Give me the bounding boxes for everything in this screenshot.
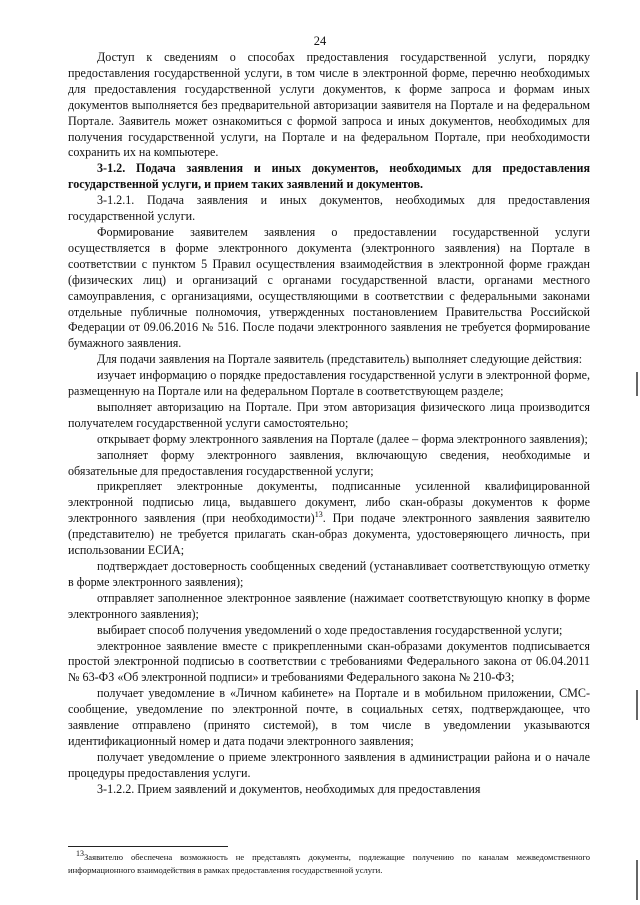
footnote-mark: 13 (76, 849, 84, 859)
paragraph: изучает информацию о порядке предоставления государственной услуги в электронной форме, размещенную на Портале или на федеральном Портале в соответствующем разделе; (68, 368, 590, 399)
footnote-text: Заявителю обеспечена возможность не представлять документы, подлежащие получению по каналам межведомственного информационного взаимодействия в рамках предоставления государственной услуги. (68, 852, 590, 875)
scan-edge-mark (636, 372, 638, 396)
paragraph: электронное заявление вместе с прикрепленными скан-образами документов подписывается простой электронной подписью в соответствии с требованиями Федерального закона от 06.04.2011 № 63-ФЗ «Об электронной подписи» и требованиями Федерального закона № 210-ФЗ; (68, 638, 590, 685)
paragraph: 3-1.2.2. Прием заявлений и документов, необходимых для предоставления (97, 781, 481, 796)
footnote-reference: 13 (314, 510, 323, 520)
paragraph: заполняет форму электронного заявления, включающую сведения, необходимые и обязательные для предоставления государственной услуги; (68, 447, 590, 478)
paragraph: Доступ к сведениям о способах предоставления государственной услуги, порядку предоставления государственной услуги, в том числе в электронной форме, перечню необходимых для предоставления государственной услуги документов, к форме запроса и формам иных документов выполняется без предварительной авторизации заявителя на Портале и на федеральном Портале. Заявитель может ознакомиться с формой запроса и иных документов, необходимых для получения государственной услуги, на Портале и на федеральном Портале, при необходимости сохранить их на компьютере. (68, 50, 590, 160)
paragraph-text: прикрепляет электронные документы, подписанные усиленной квалифицированной электронной подписью лица, выдавшего документ, либо скан-образы документов к форме электронного заявления (при необходимости) (68, 479, 590, 526)
paragraph: выбирает способ получения уведомлений о ходе предоставления государственной услуги; (97, 622, 563, 637)
paragraph (68, 479, 590, 559)
paragraph: открывает форму электронного заявления на Портале (далее – форма электронного заявления); (97, 431, 588, 446)
paragraph: 3-1.2.1. Подача заявления и иных документов, необходимых для предоставления государственной услуги. (68, 193, 590, 224)
paragraph: отправляет заполненное электронное заявление (нажимает соответствующую кнопку в форме электронного заявления); (68, 590, 590, 621)
paragraph: получает уведомление о приеме электронного заявления в администрации района и о начале процедуры предоставления услуги. (68, 749, 590, 780)
scan-edge-mark (636, 860, 638, 900)
footnote (68, 851, 590, 876)
paragraph: подтверждает достоверность сообщенных сведений (устанавливает соответствующую отметку в форме электронного заявления); (68, 559, 590, 589)
scan-edge-mark (636, 690, 638, 720)
paragraph-text: . При подаче электронного заявления заявителю (представителю) не требуется прилагать скан-образ документа, удостоверяющего личность, при использовании ЕСИА; (68, 511, 590, 558)
paragraph: получает уведомление в «Личном кабинете» на Портале и в мобильном приложении, СМС-сообщение, уведомление по электронной почте, в социальных сетях, подтверждающее, что заявление отправлено (принято системой), в том числе в уведомлении указываются идентификационный номер и дата подачи электронного заявления; (68, 686, 590, 748)
section-heading: 3-1.2. Подача заявления и иных документов, необходимых для предоставления государственной услуги, и прием таких заявлений и документов. (68, 161, 590, 192)
paragraph: выполняет авторизацию на Портале. При этом авторизация физического лица производится получателем государственной услуги самостоятельно; (68, 399, 590, 430)
page-number: 24 (313, 34, 327, 48)
paragraph: Формирование заявителем заявления о предоставлении государственной услуги осуществляется в форме электронного документа (электронного заявления) на Портале в соответствии с пунктом 5 Правил осуществления взаимодействия в электронной форме граждан (физических лиц) и организаций с органами государственной власти, органами местного самоуправления, с организациями, осуществляющими в соответствии с федеральными законами отдельные публичные полномочия, утвержденных постановлением Правительства Российской Федерации от 09.06.2016 № 516. После подачи электронного заявления не требуется формирование бумажного заявления. (68, 224, 590, 351)
paragraph: Для подачи заявления на Портале заявитель (представитель) выполняет следующие действия: (97, 352, 583, 367)
page-body (68, 50, 590, 798)
footnote-divider (68, 846, 228, 847)
